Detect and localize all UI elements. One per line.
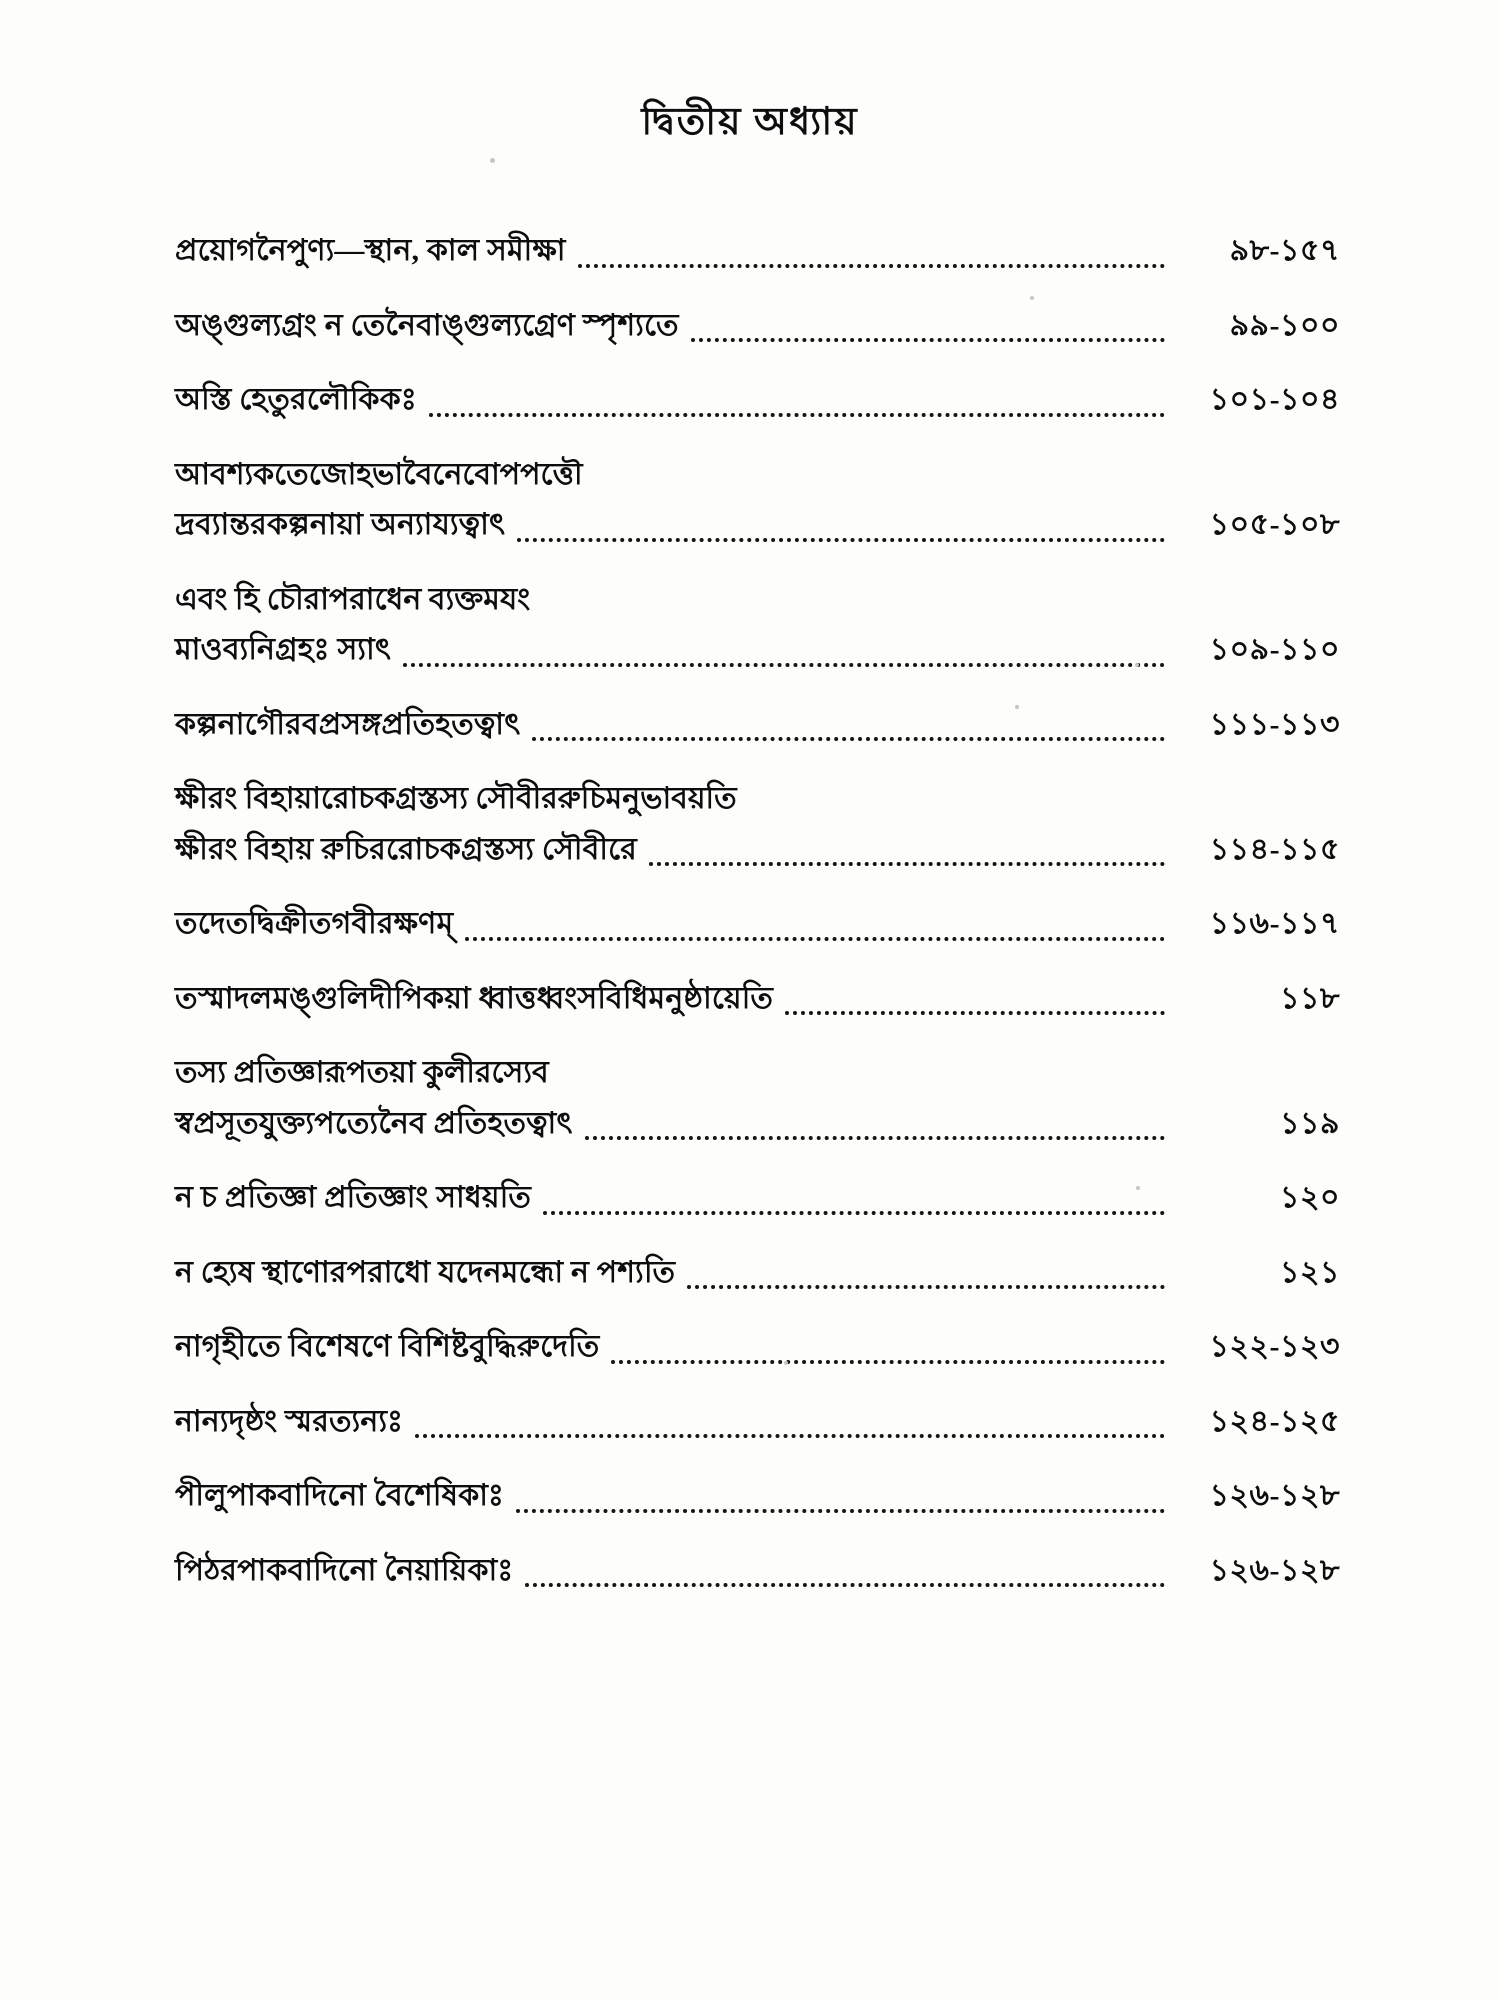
- toc-entry-label-line-1: আবশ্যকতেজোহভাবৈনেবোপপত্তৌ: [175, 457, 583, 491]
- toc-entry[interactable]: [175, 1548, 1340, 1595]
- toc-entry-label: ন চ প্রতিজ্ঞা প্রতিজ্ঞাং সাধয়তি: [175, 1181, 532, 1214]
- toc-entry-pages: ১১১-১১৩: [1209, 707, 1340, 741]
- dot-leader: [517, 537, 1165, 542]
- toc-entry-label-line-1: তস্য প্রতিজ্ঞারূপতয়া কুলীরস্যেব: [175, 1056, 549, 1089]
- toc-entry[interactable]: [175, 1473, 1340, 1520]
- paper-speck: [1136, 1186, 1140, 1190]
- toc-entry[interactable]: [175, 377, 1340, 424]
- toc-entry-pages: ৯৮-১৫৭: [1229, 234, 1340, 267]
- toc-entry-pages: ১০৫-১০৮: [1209, 508, 1340, 541]
- toc-entry-pages: ১০৯-১১০: [1209, 633, 1340, 666]
- toc-entry-label-line-2: স্বপ্রসূতযুক্ত্যপত্যেনৈব প্রতিহতত্বাৎ: [175, 1106, 573, 1140]
- dot-leader: [415, 1433, 1165, 1438]
- dot-leader: [532, 736, 1165, 741]
- toc-entry-label-line-1: ক্ষীরং বিহায়ারোচকগ্রস্তস্য সৌবীররুচিমনুভাবয়তি: [175, 782, 737, 815]
- toc-entry-label: ন হ্যেষ স্থাণোরপরাধো যদেনমন্ধো ন পশ্যতি: [175, 1255, 676, 1289]
- toc-entry[interactable]: [175, 1324, 1340, 1371]
- dot-leader: [525, 1582, 1165, 1587]
- toc-entry-label: পীলুপাকবাদিনো বৈশেষিকাঃ: [175, 1479, 505, 1512]
- dot-leader: [403, 662, 1165, 667]
- dot-leader: [687, 1284, 1165, 1289]
- toc-entry-label: প্রয়োগনৈপুণ্য—স্থান, কাল সমীক্ষা: [175, 234, 566, 267]
- toc-entry[interactable]: [175, 976, 1340, 1023]
- toc-entry-pages: ১২৬-১২৮: [1209, 1479, 1340, 1512]
- toc-entry[interactable]: [175, 577, 1340, 674]
- toc-entry-pages: ১২২-১২৩: [1209, 1330, 1340, 1363]
- toc-entry-pages: ১২৪-১২৫: [1209, 1404, 1340, 1438]
- toc-entry-label-line-1: এবং হি চৌরাপরাধেন ব্যক্তমযং: [175, 582, 531, 616]
- dot-leader: [585, 1135, 1165, 1140]
- toc-entry-label: পিঠরপাকবাদিনো নৈয়ায়িকাঃ: [175, 1553, 514, 1587]
- toc-entry-label: তস্মাদলমঙ্গুলিদীপিকয়া ধ্বাত্তধ্বংসবিধিমনুষ্ঠায়েতি: [175, 981, 774, 1015]
- toc-entry-label: কল্পনাগৌরবপ্রসঙ্গপ্রতিহতত্বাৎ: [175, 707, 521, 741]
- page-title: দ্বিতীয় অধ্যায়: [641, 101, 859, 143]
- dot-leader: [578, 263, 1165, 268]
- toc-entry[interactable]: [175, 901, 1340, 948]
- toc-entry-label: নাগৃহীতে বিশেষণে বিশিষ্টবুদ্ধিরুদেতি: [175, 1330, 600, 1363]
- paper-speck: [1135, 663, 1139, 667]
- toc-entry[interactable]: [175, 702, 1340, 749]
- paper-speck: [784, 1361, 788, 1365]
- table-of-contents: [175, 228, 1340, 1594]
- toc-entry-pages: ১২১: [1280, 1255, 1340, 1289]
- paper-speck: [1030, 296, 1034, 300]
- toc-entry-label: অস্তি হেতুরলৌকিকঃ: [175, 383, 417, 416]
- toc-entry[interactable]: [175, 776, 1340, 873]
- dot-leader: [691, 337, 1165, 342]
- toc-entry[interactable]: [175, 1399, 1340, 1446]
- toc-entry-pages: ১০১-১০৪: [1209, 383, 1340, 416]
- paper-speck: [490, 158, 495, 163]
- dot-leader: [611, 1359, 1165, 1364]
- toc-entry-label: নান্যদৃষ্ঠং স্মরত্যন্যঃ: [175, 1404, 404, 1438]
- toc-entry-label-line-2: দ্রব্যান্তরকল্পনায়া অন্যায্যত্বাৎ: [175, 508, 506, 541]
- toc-entry[interactable]: [175, 452, 1340, 549]
- toc-entry[interactable]: [175, 1050, 1340, 1147]
- toc-entry-pages: ৯৯-১০০: [1229, 308, 1340, 342]
- toc-entry-pages: ১১৬-১১৭: [1209, 907, 1340, 940]
- toc-entry[interactable]: [175, 228, 1340, 275]
- dot-leader: [785, 1010, 1165, 1015]
- toc-entry-pages: ১২৬-১২৮: [1209, 1553, 1340, 1587]
- dot-leader: [465, 936, 1165, 941]
- toc-entry-label: তদেতদ্বিক্রীতগবীরক্ষণম্: [175, 907, 454, 940]
- toc-entry-label-line-2: ক্ষীরং বিহায় রুচিররোচকগ্রস্তস্য সৌবীরে: [175, 832, 637, 866]
- toc-entry-pages: ১১৯: [1280, 1106, 1340, 1140]
- paper-speck: [1015, 705, 1019, 709]
- toc-entry-pages: ১১৮: [1280, 981, 1340, 1015]
- toc-entry[interactable]: [175, 303, 1340, 350]
- toc-entry[interactable]: [175, 1250, 1340, 1297]
- toc-entry-pages: ১১৪-১১৫: [1209, 832, 1340, 866]
- toc-entry-label: অঙ্গুল্যগ্রং ন তেনৈবাঙ্গুল্যগ্রেণ স্পৃশ্যতে: [175, 308, 679, 342]
- dot-leader: [516, 1508, 1165, 1513]
- dot-leader: [543, 1210, 1165, 1215]
- toc-entry-label-line-2: মাওব্যনিগ্রহঃ স্যাৎ: [175, 633, 392, 666]
- toc-entry-pages: ১২০: [1280, 1181, 1340, 1214]
- dot-leader: [649, 861, 1165, 866]
- dot-leader: [429, 412, 1165, 417]
- toc-entry[interactable]: [175, 1175, 1340, 1222]
